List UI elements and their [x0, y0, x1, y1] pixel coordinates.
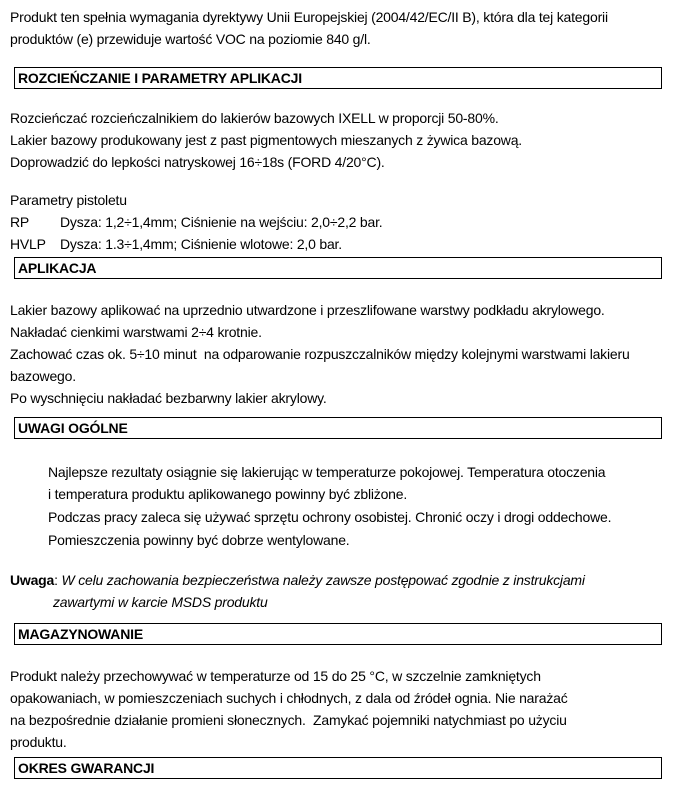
- section-title: MAGAZYNOWANIE: [18, 626, 143, 642]
- application-line: Zachować czas ok. 5÷10 minut na odparowanie rozpuszczalników między kolejnymi warstwami lakieru: [10, 346, 630, 362]
- gun-row-rp: [10, 211, 686, 233]
- storage-line: produktu.: [10, 734, 67, 750]
- safety-note-line: [10, 569, 686, 591]
- section-title: ROZCIEŃCZANIE I PARAMETRY APLIKACJI: [18, 70, 302, 86]
- application-line: bazowego.: [10, 368, 76, 384]
- safety-note-line: zawartymi w karcie MSDS produktu: [53, 594, 268, 610]
- general-remark-line: Najlepsze rezultaty osiągnie się lakierując w temperaturze pokojowej. Temperatura otoczenia: [48, 464, 606, 480]
- section-header-dilution: [14, 67, 662, 89]
- gun-row-text: Dysza: 1,2÷1,4mm; Ciśnienie na wejściu: 2,0÷2,2 bar.: [60, 214, 383, 230]
- dilution-paragraph: [10, 107, 686, 173]
- gun-row-text: Dysza: 1.3÷1,4mm; Ciśnienie wlotowe: 2,0 bar.: [60, 236, 342, 252]
- general-remark-line: Pomieszczenia powinny być dobrze wentylowane.: [48, 532, 350, 548]
- section-title: OKRES GWARANCJI: [18, 760, 155, 776]
- section-header-application: [14, 257, 662, 279]
- section-header-general-remarks: [14, 417, 662, 439]
- dilution-line: Lakier bazowy produkowany jest z past pigmentowych mieszanych z żywica bazową.: [10, 132, 522, 148]
- storage-line: Produkt należy przechowywać w temperaturze od 15 do 25 °C, w szczelnie zamkniętych: [10, 668, 541, 684]
- gun-row-label: RP: [10, 214, 30, 230]
- gun-parameters-heading: Parametry pistoletu: [10, 192, 127, 208]
- application-line: Nakładać cienkimi warstwami 2÷4 krotnie.: [10, 324, 262, 340]
- note-label: Uwaga: [10, 572, 55, 588]
- general-remark-line: i temperatura produktu aplikowanego powinny być zbliżone.: [48, 486, 408, 502]
- note-separator: :: [54, 572, 62, 588]
- section-header-storage: [14, 623, 662, 645]
- gun-row-label: HVLP: [10, 236, 46, 252]
- section-title: UWAGI OGÓLNE: [18, 420, 128, 436]
- storage-line: na bezpośrednie działanie promieni słonecznych. Zamykać pojemniki natychmiast po użyciu: [10, 712, 567, 728]
- note-text: W celu zachowania bezpieczeństwa należy zawsze postępować zgodnie z instrukcjami: [61, 572, 585, 588]
- intro-line: produktów (e) przewiduje wartość VOC na poziomie 840 g/l.: [10, 31, 371, 47]
- safety-note: [10, 569, 686, 613]
- section-title: APLIKACJA: [18, 260, 97, 276]
- application-line: Lakier bazowy aplikować na uprzednio utwardzone i przeszlifowane warstwy podkładu akrylowego.: [10, 302, 605, 318]
- intro-line: Produkt ten spełnia wymagania dyrektywy Unii Europejskiej (2004/42/EC/II B), która dla tej kategorii: [10, 9, 608, 25]
- intro-paragraph: [10, 6, 686, 50]
- section-header-warranty: [14, 757, 662, 779]
- gun-row-hvlp: [10, 233, 686, 255]
- application-line: Po wyschnięciu nakładać bezbarwny lakier akrylowy.: [10, 390, 327, 406]
- storage-paragraph: [10, 665, 686, 753]
- application-paragraph: [10, 299, 686, 409]
- dilution-line: Rozcieńczać rozcieńczalnikiem do lakierów bazowych IXELL w proporcji 50-80%.: [10, 110, 499, 126]
- general-remarks-block: [48, 461, 686, 551]
- dilution-line: Doprowadzić do lepkości natryskowej 16÷18s (FORD 4/20°C).: [10, 154, 385, 170]
- storage-line: opakowaniach, w pomieszczeniach suchych i chłodnych, z dala od źródeł ognia. Nie narażać: [10, 690, 568, 706]
- general-remark-line: Podczas pracy zaleca się używać sprzętu ochrony osobistej. Chronić oczy i drogi oddechowe.: [48, 509, 612, 525]
